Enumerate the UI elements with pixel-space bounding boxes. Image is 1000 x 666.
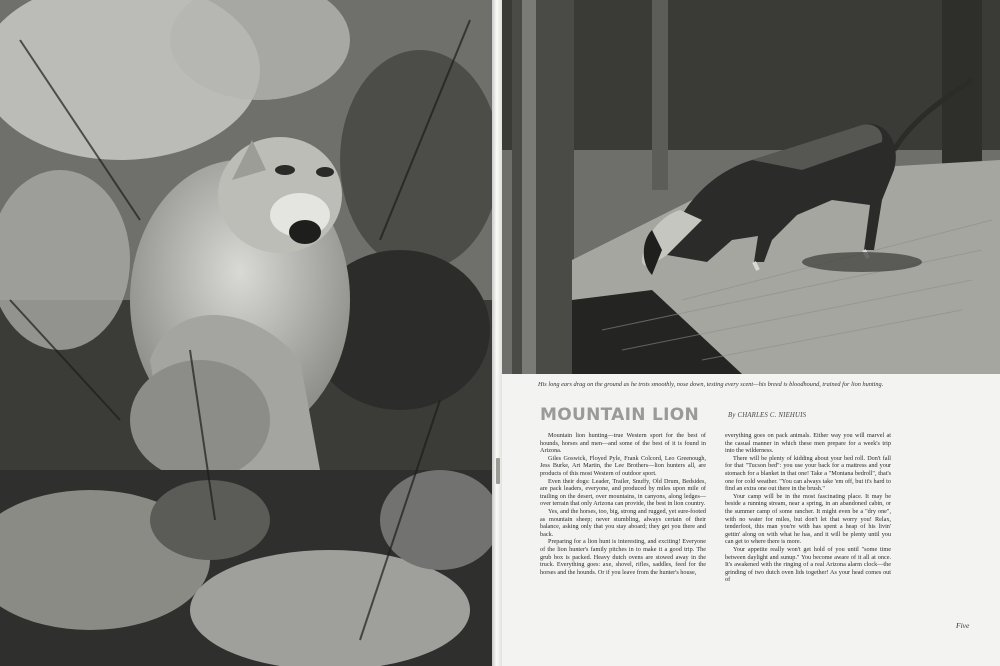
paragraph: Even their dogs: Leader, Trailer, Snuffy, Old Drum, Bedsides, are pack leaders, everyone, and produced by miles upon mile of trailing on the desert, over mountains, in canyons, along ledges—over terrain that only Arizona can provide, the best in lion country. (540, 477, 706, 508)
mountain-lion-photo (0, 0, 492, 666)
article-column-1 (540, 432, 706, 576)
bloodhound-photo (502, 0, 1000, 374)
photo-caption: His long ears drag on the ground as he trots smoothly, nose down, testing every scent—his breed is bloodhound, trained for lion hunting. (538, 381, 884, 388)
paragraph: There will be plenty of kidding about your bed roll. Don't fall for that "Tucson bed": you use your back for a mattress and your stomach for a blanket in that one! Take a "Montana bedroll", that's one for cold weather. "You can always take 'em off, but it's hard to find an extra one out there in the brush." (725, 454, 891, 493)
article-byline: By CHARLES C. NIEHUIS (728, 412, 807, 419)
paragraph: Yes, and the horses, too, big, strong and rugged, yet sure-footed as mountain sheep; never stumbling, always certain of their balance, asking only that you stay aboard; they get you there and back. (540, 507, 706, 538)
article-column-2 (725, 432, 891, 584)
article-title: MOUNTAIN LION (540, 405, 700, 425)
paragraph: everything goes on pack animals. Either way you will marvel at the casual manner in which these men prepare for a week's trip into the wilderness. (725, 432, 891, 455)
paragraph: Mountain lion hunting—true Western sport for the best of hounds, horses and men—and some of the best of it is found in Arizona. (540, 432, 706, 455)
paragraph: Preparing for a lion hunt is interesting, and exciting! Everyone of the lion hunter's family pitches in to make it a good trip. The grub box is packed. Heavy dutch ovens are stowed away in the truck. Everything goes: axe, shovel, rifles, saddles, feed for the horses and the hounds. Or if you leave from the hunter's house, (540, 538, 706, 576)
paragraph: Your appetite really won't get hold of you until "some time between daylight and sunup." You become aware of it all at once. It's awakened with the ringing of a real Arizona alarm clock—the grinding of two dutch oven lids together! As your head comes out of (725, 545, 891, 584)
paragraph: Giles Goswick, Floyed Pyle, Frank Colcord, Leo Greenough, Jess Burke, Art Martin, the Lee Brothers—lion hunters all, are products of this most Western of outdoor sport. (540, 454, 706, 477)
staple (496, 458, 500, 484)
binding-gutter (492, 0, 502, 666)
paragraph: Your camp will be in the most fascinating place. It may be beside a running stream, near a spring, in an abandoned cabin, or the summer camp of some rancher. It might even be a "dry one", with no water for miles, but don't let that worry you! Relax, tenderfoot, this man you're with has spent a heap of his livin' gettin' along on with what he has, and it will be plenty until you can get to where there is more. (725, 492, 891, 546)
page-number: Five (956, 621, 970, 630)
